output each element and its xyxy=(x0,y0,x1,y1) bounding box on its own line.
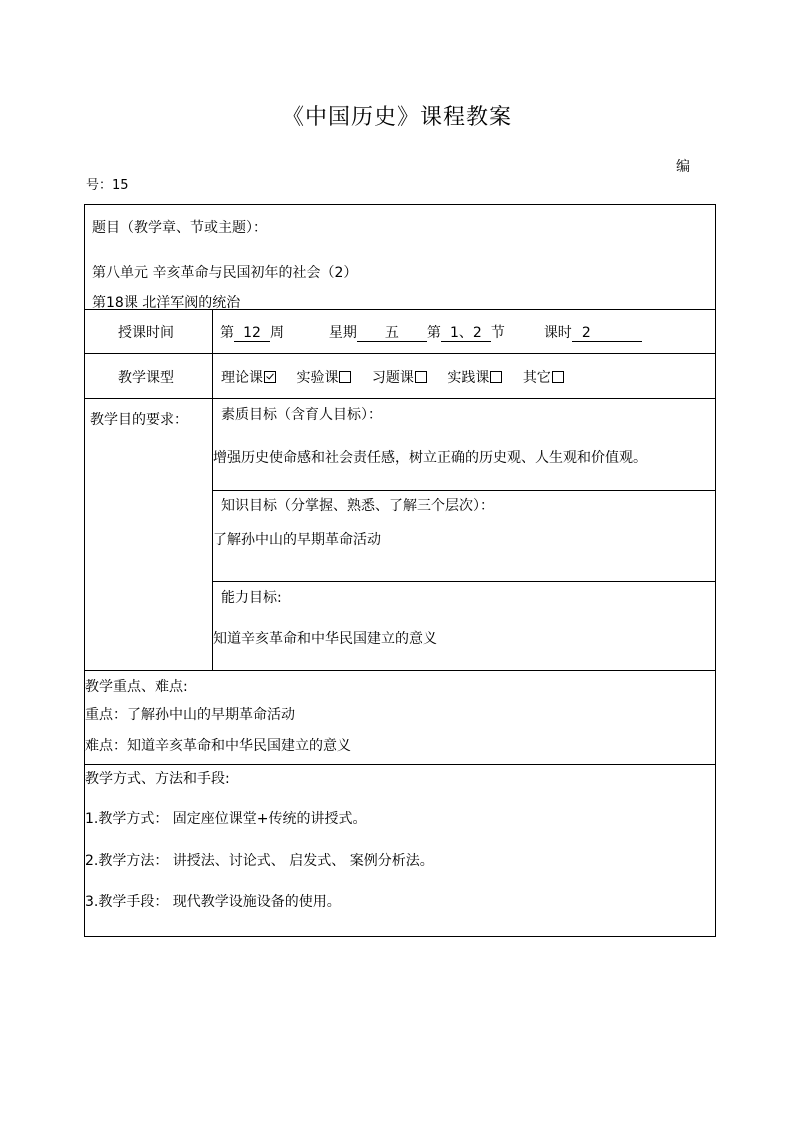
course-type-options xyxy=(221,367,580,387)
hours-value: 2 xyxy=(572,325,642,342)
method-item: 3.教学手段： 现代教学设施设备的使用。 xyxy=(85,894,341,910)
checkbox-icon[interactable] xyxy=(339,371,351,383)
table-rule xyxy=(84,398,716,399)
knowledge-heading: 知识目标（分掌握、熟悉、了解三个层次）： xyxy=(221,498,494,514)
key-point-difficulty: 难点：知道辛亥革命和中华民国建立的意义 xyxy=(85,738,351,754)
topic-label: 题目（教学章、节或主题）： xyxy=(92,220,267,236)
option-exercise[interactable]: 习题课 xyxy=(372,367,427,387)
topic-lesson: 第18课 北洋军阀的统治 xyxy=(92,295,241,311)
knowledge-content: 了解孙中山的早期革命活动 xyxy=(213,532,381,548)
table-rule xyxy=(84,764,716,765)
quality-content: 增强历史使命感和社会责任感，树立正确的历史观、人生观和价值观。 xyxy=(213,450,647,466)
table-column-divider xyxy=(212,309,213,670)
ability-heading: 能力目标: xyxy=(221,590,282,606)
method-item: 1.教学方式： 固定座位课堂+传统的讲授式。 xyxy=(85,811,367,827)
option-practice[interactable]: 实践课 xyxy=(447,367,502,387)
page-title: 《中国历史》课程教案 xyxy=(281,105,512,130)
ability-content: 知道辛亥革命和中华民国建立的意义 xyxy=(213,631,437,647)
table-rule xyxy=(212,581,716,582)
serial-number-part1: 编 xyxy=(676,159,690,175)
week-prefix: 第 xyxy=(220,325,234,341)
week-value: 12 xyxy=(234,325,270,342)
methods-heading: 教学方式、方法和手段: xyxy=(85,771,230,787)
table-rule xyxy=(84,670,716,671)
checkbox-icon[interactable] xyxy=(490,371,502,383)
course-type-label: 教学课型 xyxy=(118,370,174,386)
checkbox-icon[interactable] xyxy=(415,371,427,383)
checkbox-checked-icon[interactable] xyxy=(264,371,276,383)
week-suffix: 周 xyxy=(270,325,284,341)
hours-label: 课时 xyxy=(543,325,572,341)
weekday-prefix: 星期 xyxy=(328,325,357,341)
key-point-focus: 重点：了解孙中山的早期革命活动 xyxy=(85,707,295,723)
period-prefix: 第 xyxy=(426,325,441,341)
table-rule xyxy=(84,353,716,354)
option-theory[interactable]: 理论课 xyxy=(221,367,276,387)
option-experiment[interactable]: 实验课 xyxy=(296,367,351,387)
checkbox-icon[interactable] xyxy=(552,371,564,383)
option-other[interactable]: 其它 xyxy=(523,367,564,387)
weekday-value: 五 xyxy=(357,325,427,342)
period-value: 1、2 xyxy=(441,325,491,342)
objectives-label: 教学目的要求： xyxy=(90,412,188,428)
table-rule xyxy=(212,490,716,491)
key-points-heading: 教学重点、难点: xyxy=(85,679,188,695)
quality-heading: 素质目标（含育人目标）： xyxy=(221,407,382,423)
topic-unit: 第八单元 辛亥革命与民国初年的社会（2） xyxy=(92,265,358,281)
schedule-values xyxy=(220,322,642,342)
serial-number-part2: 号：15 xyxy=(86,178,129,193)
schedule-label: 授课时间 xyxy=(118,325,174,341)
period-suffix: 节 xyxy=(490,325,505,341)
method-item: 2.教学方法： 讲授法、讨论式、 启发式、 案例分析法。 xyxy=(85,853,434,869)
